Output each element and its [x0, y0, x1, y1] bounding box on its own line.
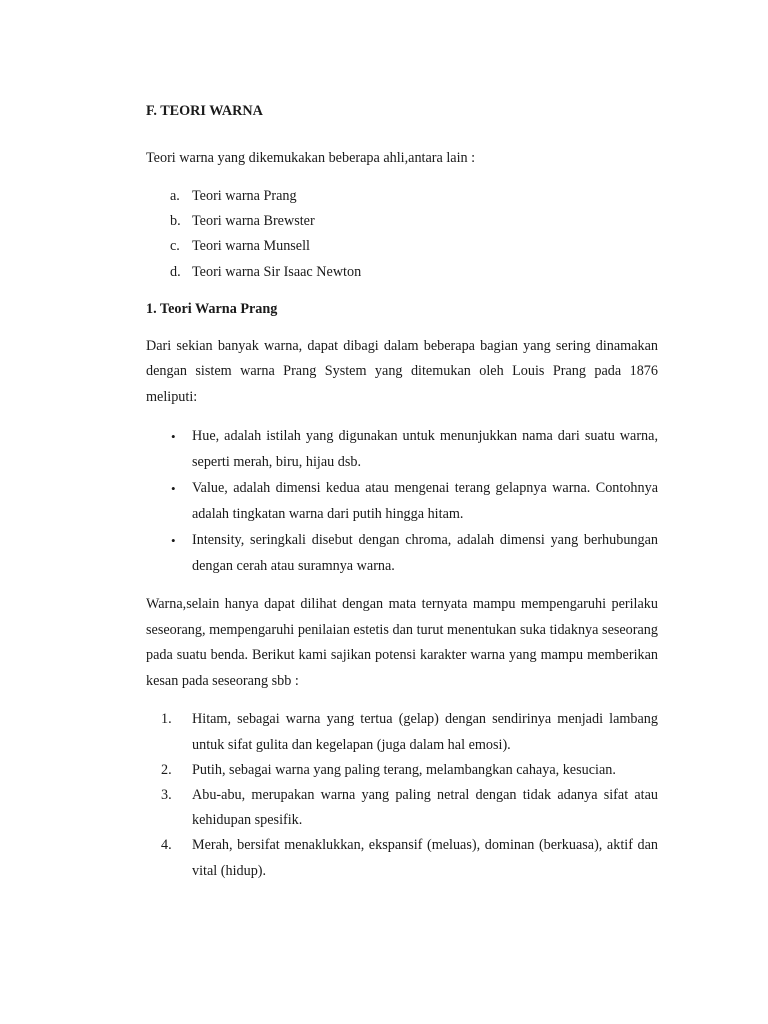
list-item — [146, 528, 658, 579]
list-item-text: Hue, adalah istilah yang digunakan untuk menunjukkan nama dari suatu warna, seperti merah, biru, hijau dsb. — [192, 428, 658, 470]
list-marker: 3. — [161, 786, 172, 803]
list-item — [146, 184, 658, 209]
color-character-paragraph: Warna,selain hanya dapat dilihat dengan mata ternyata mampu mempengaruhi perilaku seseorang, mempengaruhi penilaian estetis dan turut menentukan suka tidaknya seseorang pada suatu benda. Berikut kami sajikan potensi karakter warna yang mampu memberikan kesan pada seseorang sbb : — [146, 596, 658, 689]
list-item-text: Abu-abu, merupakan warna yang paling netral dengan tidak adanya sifat atau kehidupan spesifik. — [192, 786, 658, 829]
list-item — [146, 209, 658, 234]
list-item-text: Value, adalah dimensi kedua atau mengenai terang gelapnya warna. Contohnya adalah tingkatan warna dari putih hingga hitam. — [192, 480, 658, 522]
list-item — [146, 758, 658, 783]
list-item-text: Teori warna Munsell — [192, 238, 310, 255]
list-item — [146, 260, 658, 285]
prang-paragraph: Dari sekian banyak warna, dapat dibagi dalam beberapa bagian yang sering dinamakan dengan sistem warna Prang System yang ditemukan oleh Louis Prang pada 1876 meliputi: — [146, 337, 658, 405]
list-item-text: Merah, bersifat menaklukkan, ekspansif (meluas), dominan (berkuasa), aktif dan vital (hidup). — [192, 837, 658, 879]
list-item — [146, 707, 658, 757]
list-item — [146, 783, 658, 833]
list-item — [146, 476, 658, 527]
section-heading: F. TEORI WARNA — [146, 103, 263, 119]
bullet-icon: • — [171, 429, 176, 445]
list-marker: d. — [170, 263, 181, 280]
list-item-text: Teori warna Sir Isaac Newton — [192, 263, 362, 280]
list-item-text: Teori warna Prang — [192, 188, 297, 204]
list-marker: c. — [170, 238, 180, 255]
list-marker: 4. — [161, 837, 172, 854]
list-item-text: Hitam, sebagai warna yang tertua (gelap) dengan sendirinya menjadi lambang untuk sifat gulita dan kegelapan (juga dalam hal emosi). — [192, 711, 658, 753]
intro-paragraph: Teori warna yang dikemukakan beberapa ahli,antara lain : — [146, 150, 476, 166]
list-item-text: Intensity, seringkali disebut dengan chroma, adalah dimensi yang berhubungan dengan cerah atau suramnya warna. — [192, 532, 658, 574]
list-item — [146, 833, 658, 883]
list-marker: 2. — [161, 761, 172, 778]
list-marker: 1. — [161, 711, 172, 728]
list-item-text: Teori warna Brewster — [192, 213, 315, 230]
color-character-list — [146, 707, 658, 883]
list-item — [146, 424, 658, 475]
list-marker: a. — [170, 188, 180, 204]
list-marker: b. — [170, 213, 181, 230]
prang-bullet-list — [146, 424, 658, 579]
bullet-icon: • — [171, 481, 176, 497]
subsection-heading: 1. Teori Warna Prang — [146, 300, 278, 317]
theory-list — [146, 184, 658, 285]
bullet-icon: • — [171, 533, 176, 549]
list-item — [146, 234, 658, 259]
list-item-text: Putih, sebagai warna yang paling terang, melambangkan cahaya, kesucian. — [192, 761, 616, 778]
